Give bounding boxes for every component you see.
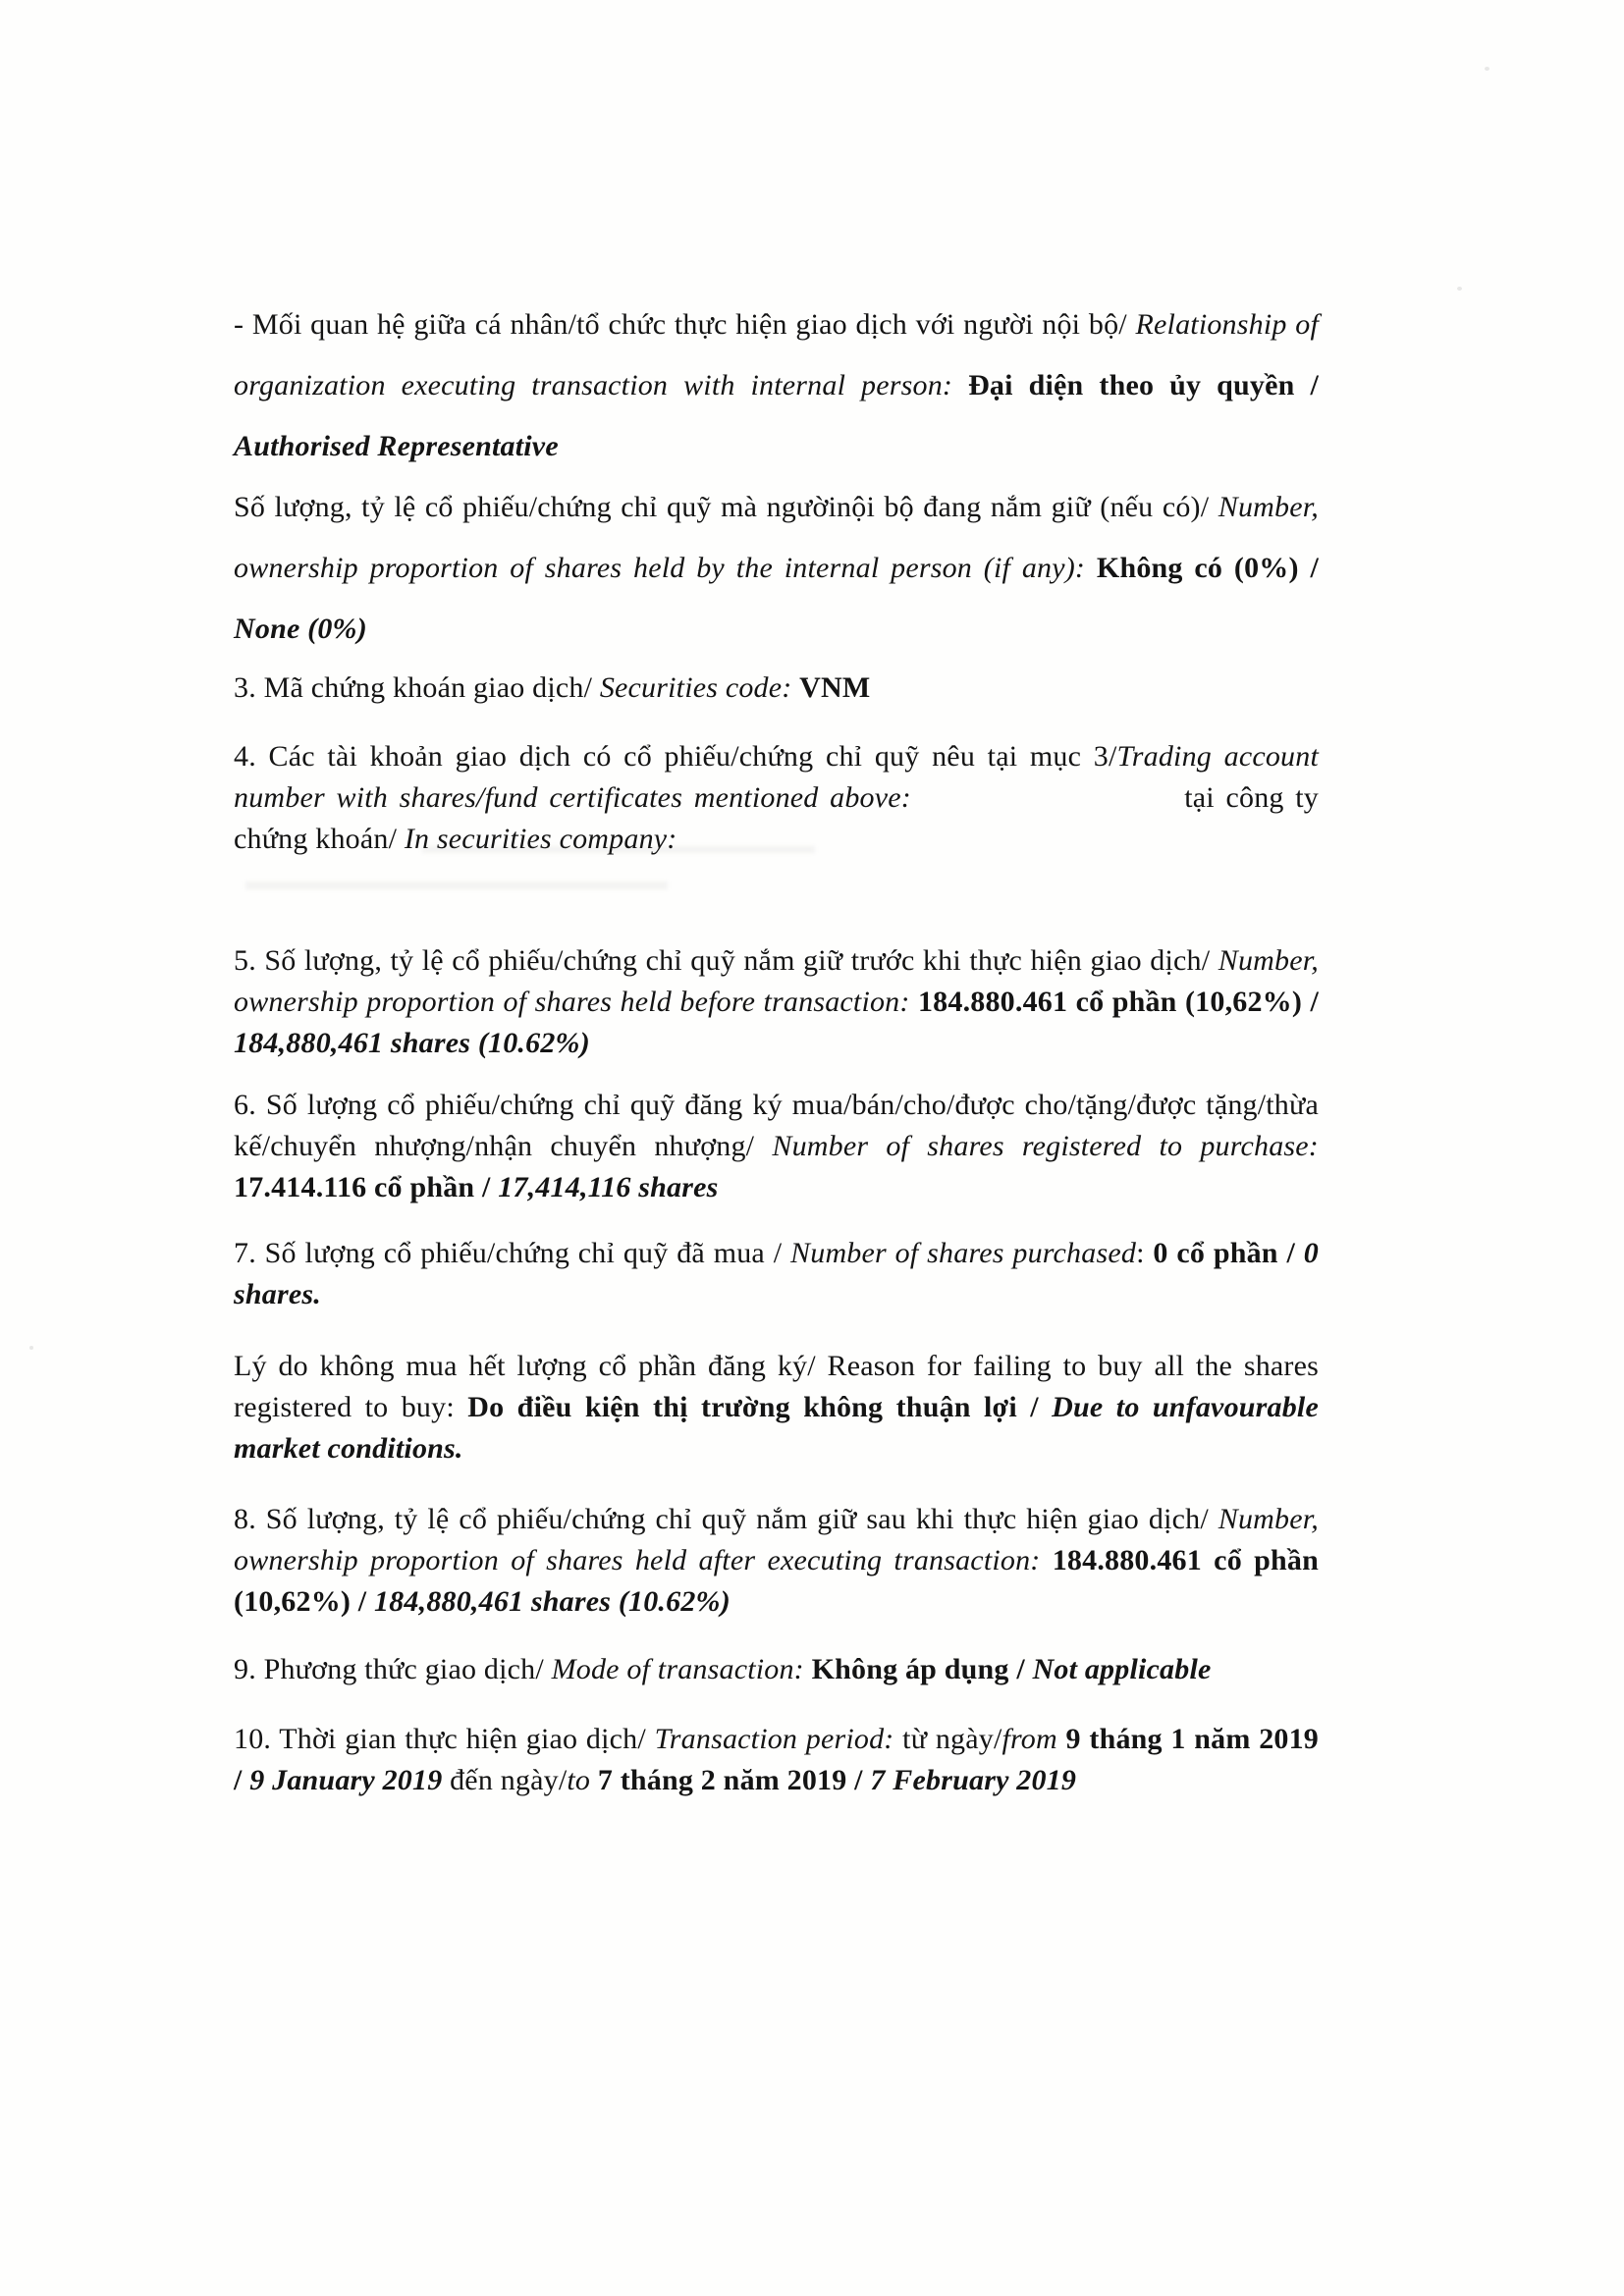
paragraph-shares-before [234,940,1319,1064]
text-run: 6. Số lượng cổ phiếu/chứng chỉ quỹ đăng ký mua/bán/cho/được cho/tặng/được tặng/thừa kế/chuyển nhượng/nhận chuyển nhượng/ [234,1089,1319,1162]
text-run: Due to unfavourable market conditions. [234,1391,1319,1465]
text-run: - Mối quan hệ giữa cá nhân/tổ chức thực hiện giao dịch với người nội bộ/ [234,308,1136,341]
scan-artifact [1457,287,1462,291]
text-run: Transaction period: [654,1723,903,1755]
paragraph-shares-after [234,1499,1319,1623]
scan-artifact [422,846,815,853]
scan-artifact [29,1346,33,1350]
text-run: 17,414,116 shares [498,1171,719,1203]
text-run: 3. Mã chứng khoán giao dịch/ [234,671,600,704]
scan-artifact [245,881,668,889]
text-run: Number of shares purchased [790,1237,1137,1269]
text-run: tại công ty chứng khoán/ [234,781,1319,855]
paragraph-trading-accounts [234,736,1319,860]
paragraph-shares-purchased [234,1233,1319,1315]
text-run: 184,880,461 shares (10.62%) [234,1027,590,1059]
scan-artifact [1485,67,1489,71]
text-run: 7. Số lượng cổ phiếu/chứng chỉ quỹ đã mua / [234,1237,791,1269]
text-run: 0 cổ phần / [1153,1237,1304,1269]
paragraph-shares-registered [234,1085,1319,1208]
text-run: 17.414.116 cổ phần / [234,1171,499,1203]
text-run: Securities code: [599,671,800,704]
text-run: từ ngày/ [902,1723,1002,1755]
text-run: Number of shares registered to purchase: [772,1130,1319,1162]
text-run: Lý do không mua hết lượng cổ phần đăng ký/ Reason for failing to buy all the shares registered to buy: [234,1350,1319,1423]
paragraph-securities-code [234,667,1319,709]
text-run: Trading account number with shares/fund certificates mentioned above: [234,740,1319,814]
paragraph-holding [234,477,1319,660]
paragraph-relationship [234,294,1319,477]
document-body [234,294,1319,1801]
text-run: Relationship of organization executing transaction with internal person: [234,308,1319,401]
text-run: 184.880.461 cổ phần (10,62%) / [917,986,1320,1018]
text-run: Mode of transaction: [551,1653,812,1685]
text-run: 0 shares. [234,1237,1319,1310]
text-run: 8. Số lượng, tỷ lệ cổ phiếu/chứng chỉ quỹ nắm giữ sau khi thực hiện giao dịch/ [234,1503,1218,1535]
text-run: Do điều kiện thị trường không thuận lợi / [467,1391,1053,1423]
text-run: Not applicable [1032,1653,1212,1685]
text-run: 7 February 2019 [870,1764,1077,1796]
text-run: Đại diện theo ủy quyền / [968,369,1319,401]
text-run: 10. Thời gian thực hiện giao dịch/ [234,1723,655,1755]
text-run: Number, ownership proportion of shares held by the internal person (if any): [234,491,1319,584]
text-run: Authorised Representative [234,430,559,462]
text-run: Number, ownership proportion of shares held before transaction: [234,944,1319,1018]
text-run: 9 January 2019 [249,1764,451,1796]
paragraph-reason [234,1346,1319,1469]
text-run: VNM [799,671,871,704]
text-run: In securities company: [404,823,677,855]
text-run: from [1001,1723,1066,1755]
text-run: 9. Phương thức giao dịch/ [234,1653,552,1685]
paragraph-mode [234,1649,1319,1690]
text-run: to [567,1764,598,1796]
text-run: 184,880,461 shares (10.62%) [374,1585,731,1618]
text-run: Không áp dụng / [811,1653,1033,1685]
text-run: 7 tháng 2 năm 2019 / [597,1764,871,1796]
text-run: đến ngày/ [450,1764,568,1796]
text-run: Không có (0%) / [1096,552,1319,584]
paragraph-period [234,1719,1319,1801]
text-run: None (0%) [234,613,367,645]
text-run: Số lượng, tỷ lệ cổ phiếu/chứng chỉ quỹ mà ngườinội bộ đang nắm giữ (nếu có)/ [234,491,1218,523]
text-run: 5. Số lượng, tỷ lệ cổ phiếu/chứng chỉ quỹ nắm giữ trước khi thực hiện giao dịch/ [234,944,1218,977]
text-run: 4. Các tài khoản giao dịch có cổ phiếu/chứng chỉ quỹ nêu tại mục 3/ [234,740,1117,773]
text-run: : [1136,1237,1154,1269]
text-run: 184.880.461 cổ phần (10,62%) / [234,1544,1319,1618]
text-run: Number, ownership proportion of shares held after executing transaction: [234,1503,1319,1576]
text-run: 9 tháng 1 năm 2019 / [234,1723,1319,1796]
